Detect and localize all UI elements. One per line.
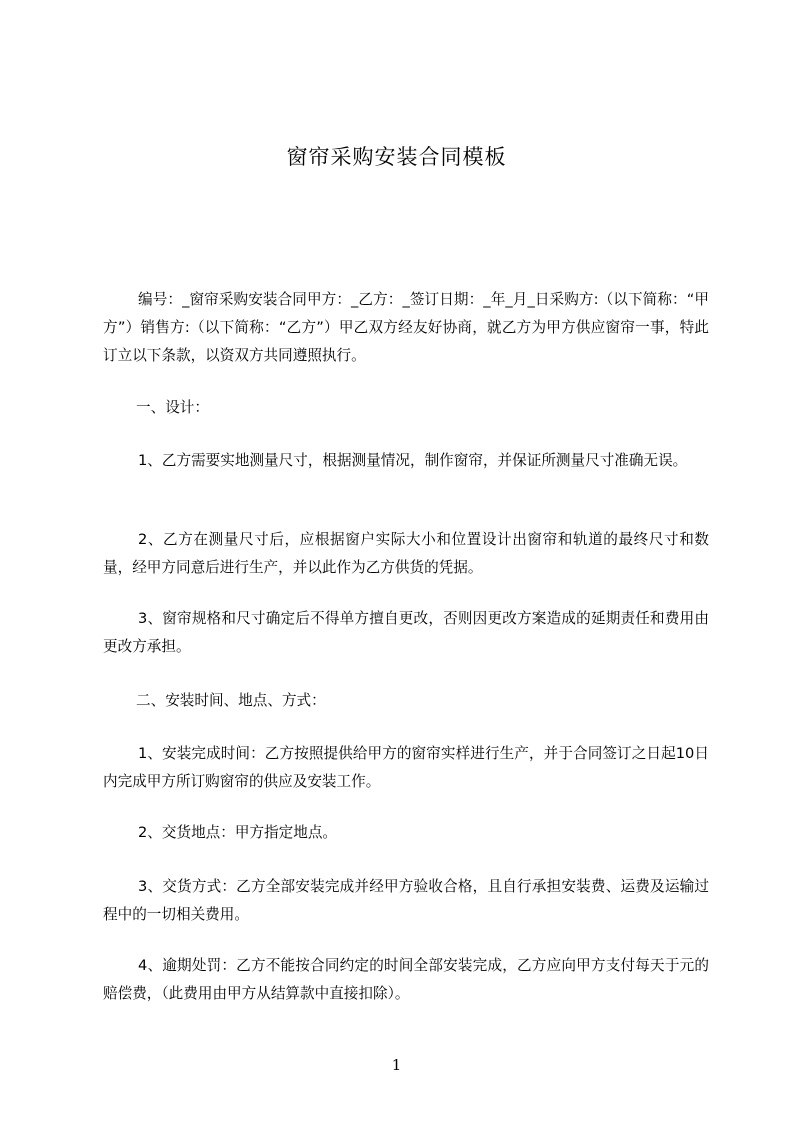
intro-paragraph: 编号：_窗帘采购安装合同甲方：_乙方：_签订日期：_年_月_日采购方:（以下简称：“甲方”）销售方:（以下简称：“乙方”）甲乙双方经友好协商，就乙方为甲方供应窗帘一事，特此订立以下条款，以资双方共同遵照执行。 [103,291,709,364]
design-clause-1: 1、乙方需要实地测量尺寸，根据测量情况，制作窗帘，并保证所测量尺寸准确无误。 [138,452,688,469]
installation-clause-1: 1、安装完成时间：乙方按照提供给甲方的窗帘实样进行生产，并于合同签订之日起10日内完成甲方所订购窗帘的供应及安装工作。 [103,745,709,790]
page-number: 1 [391,1056,402,1074]
installation-clause-3: 3、交货方式：乙方全部安装完成并经甲方验收合格，且自行承担安装费、运费及运输过程中的一切相关费用。 [103,878,709,923]
installation-clause-4: 4、逾期处罚：乙方不能按合同约定的时间全部安装完成，乙方应向甲方支付每天于元的赔偿费，（此费用由甲方从结算款中直接扣除）。 [103,957,709,1002]
installation-clause-2: 2、交货地点：甲方指定地点。 [138,824,338,841]
section-heading-design: 一、设计： [136,399,209,416]
design-clause-3: 3、窗帘规格和尺寸确定后不得单方擅自更改，否则因更改方案造成的延期责任和费用由更改方承担。 [103,610,709,655]
document-title: 窗帘采购安装合同模板 [286,145,507,169]
section-heading-installation: 二、安装时间、地点、方式： [136,692,326,709]
design-clause-2: 2、乙方在测量尺寸后，应根据窗户实际大小和位置设计出窗帘和轨道的最终尺寸和数量，经甲方同意后进行生产，并以此作为乙方供货的凭据。 [103,531,709,576]
